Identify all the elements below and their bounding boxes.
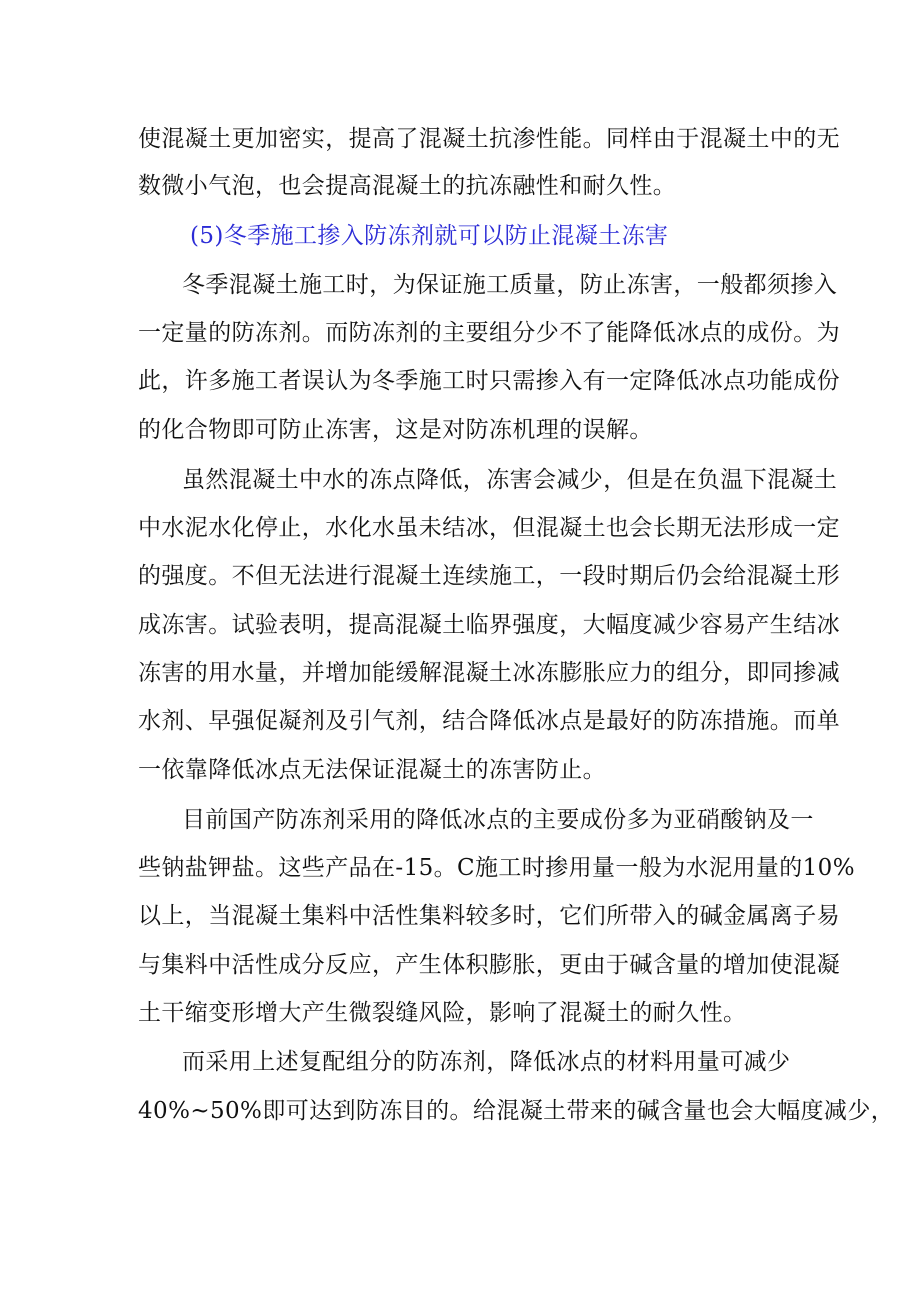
text-line: 而采用上述复配组分的防冻剂，降低冰点的材料用量可减少: [182, 1049, 791, 1075]
text-line: 目前国产防冻剂采用的降低冰点的主要成份多为亚硝酸钠及一: [182, 807, 814, 833]
text-line: 数微小气泡，也会提高混凝土的抗冻融性和耐久性。: [138, 173, 677, 199]
text-line: 的化合物即可防止冻害，这是对防冻机理的误解。: [138, 417, 653, 443]
text-line: 的强度。不但无法进行混凝土连续施工，一段时期后仍会给混凝土形: [138, 563, 840, 589]
text-line: 此，许多施工者误认为冬季施工时只需掺入有一定降低冰点功能成份: [138, 368, 840, 394]
text-line: 与集料中活性成分反应，产生体积膨胀，更由于碱含量的增加使混凝: [138, 952, 840, 978]
text-line: 冬季混凝土施工时，为保证施工质量，防止冻害，一般都须掺入: [182, 272, 838, 298]
text-line: 一依靠降低冰点无法保证混凝土的冻害防止。: [138, 757, 606, 783]
section-heading: (5)冬季施工掺入防冻剂就可以防止混凝土冻害: [190, 223, 669, 249]
text-line: 一定量的防冻剂。而防冻剂的主要组分少不了能降低冰点的成份。为: [138, 320, 840, 346]
text-line: 些钠盐钾盐。这些产品在-15。C施工时掺用量一般为水泥用量的10%: [138, 855, 855, 881]
text-line: 以上，当混凝土集料中活性集料较多时，它们所带入的碱金属离子易: [138, 903, 840, 929]
text-line: 虽然混凝土中水的冻点降低，冻害会减少，但是在负温下混凝土: [182, 467, 838, 493]
text-line: 成冻害。试验表明，提高混凝土临界强度，大幅度减少容易产生结冰: [138, 612, 840, 638]
text-line: 冻害的用水量，并增加能缓解混凝土冰冻膨胀应力的组分，即同掺减: [138, 660, 840, 686]
text-line: 40%~50%即可达到防冻目的。给混凝土带来的碱含量也会大幅度减少，: [138, 1098, 895, 1124]
text-line: 土干缩变形增大产生微裂缝风险，影响了混凝土的耐久性。: [138, 1000, 747, 1026]
text-line: 使混凝土更加密实，提高了混凝土抗渗性能。同样由于混凝土中的无: [138, 126, 840, 152]
text-line: 水剂、早强促凝剂及引气剂，结合降低冰点是最好的防冻措施。而单: [138, 708, 840, 734]
text-line: 中水泥水化停止，水化水虽未结冰，但混凝土也会长期无法形成一定: [138, 515, 840, 541]
